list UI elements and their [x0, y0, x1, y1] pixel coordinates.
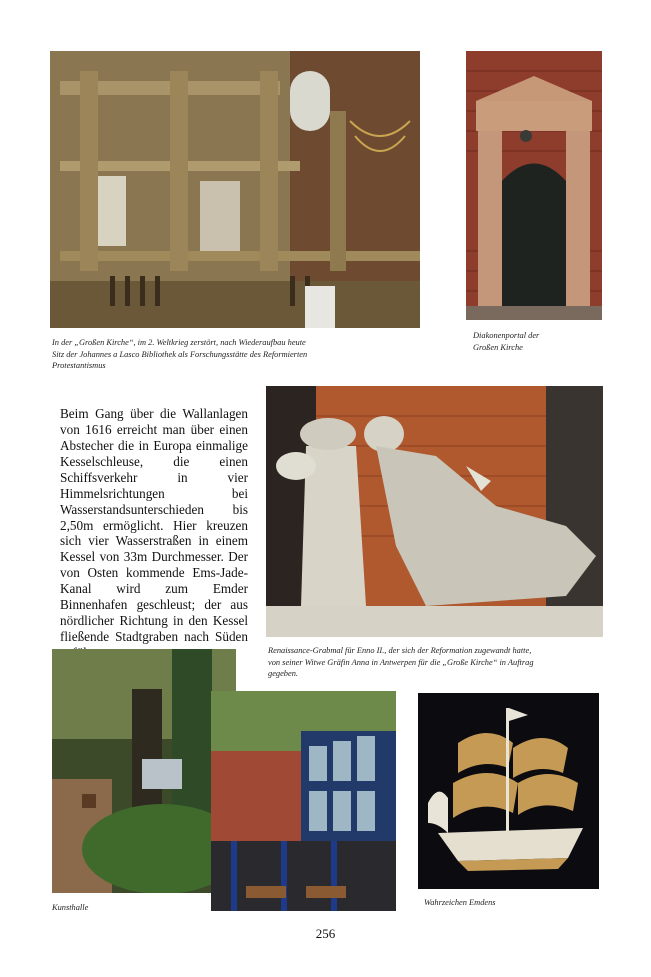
- caption-line: Großen Kirche: [473, 342, 523, 352]
- grabmal-photo: [266, 386, 603, 637]
- diakonenportal-caption: [473, 330, 603, 353]
- diakonenportal-photo: [466, 51, 602, 320]
- caption-line: Kunsthalle: [52, 903, 89, 912]
- caption-line: Wahrzeichen Emdens: [424, 898, 496, 907]
- church-interior-photo: [50, 51, 420, 328]
- page-number: 256: [315, 926, 336, 941]
- kunsthalle-caption: [52, 902, 172, 914]
- wahrzeichen-caption: [424, 897, 584, 909]
- caption-line: Diakonenportal der: [473, 331, 540, 340]
- caption-line: Sitz der Johannes a Lasco Bibliothek als Forschungsstätte des Reformierten: [52, 349, 308, 359]
- park-photo: [52, 649, 236, 893]
- wahrzeichen-photo: [418, 693, 599, 889]
- kunsthalle-photo: [211, 691, 396, 911]
- caption-line: Protestantismus: [52, 361, 106, 370]
- caption-line: gegeben.: [268, 669, 298, 678]
- church-interior-caption: [52, 337, 372, 372]
- caption-line: von seiner Witwe Gräfin Anna in Antwerpen für die „Große Kirche“ in Auftrag: [268, 657, 534, 667]
- grabmal-caption: [268, 645, 608, 680]
- article-paragraph: Beim Gang über die Wallanlagen von 1616 erreicht man über einen Abstecher die in Europa einmalige Kesselschleuse, die einen Schiffsverkehr in vier Himmelsrichtungen bei Wasserstandsunterschieden bis 2,50m ermöglicht. Hier kreuzen sich vier Wasserstraßen in einem Kessel von 33m Durchmesser. Der von Osten kommende Ems-Jade-Kanal wird zum Emder Binnenhafen geschleust; der aus nördlicher Richtung in den Kessel fließende Stadtgraben nach Süden: [60, 406, 248, 644]
- caption-line: Renaissance-Grabmal für Enno II., der sich der Reformation zugewandt hatte,: [268, 646, 532, 655]
- caption-line: In der „Großen Kirche“, im 2. Weltkrieg zerstört, nach Wiederaufbau heute: [52, 338, 306, 347]
